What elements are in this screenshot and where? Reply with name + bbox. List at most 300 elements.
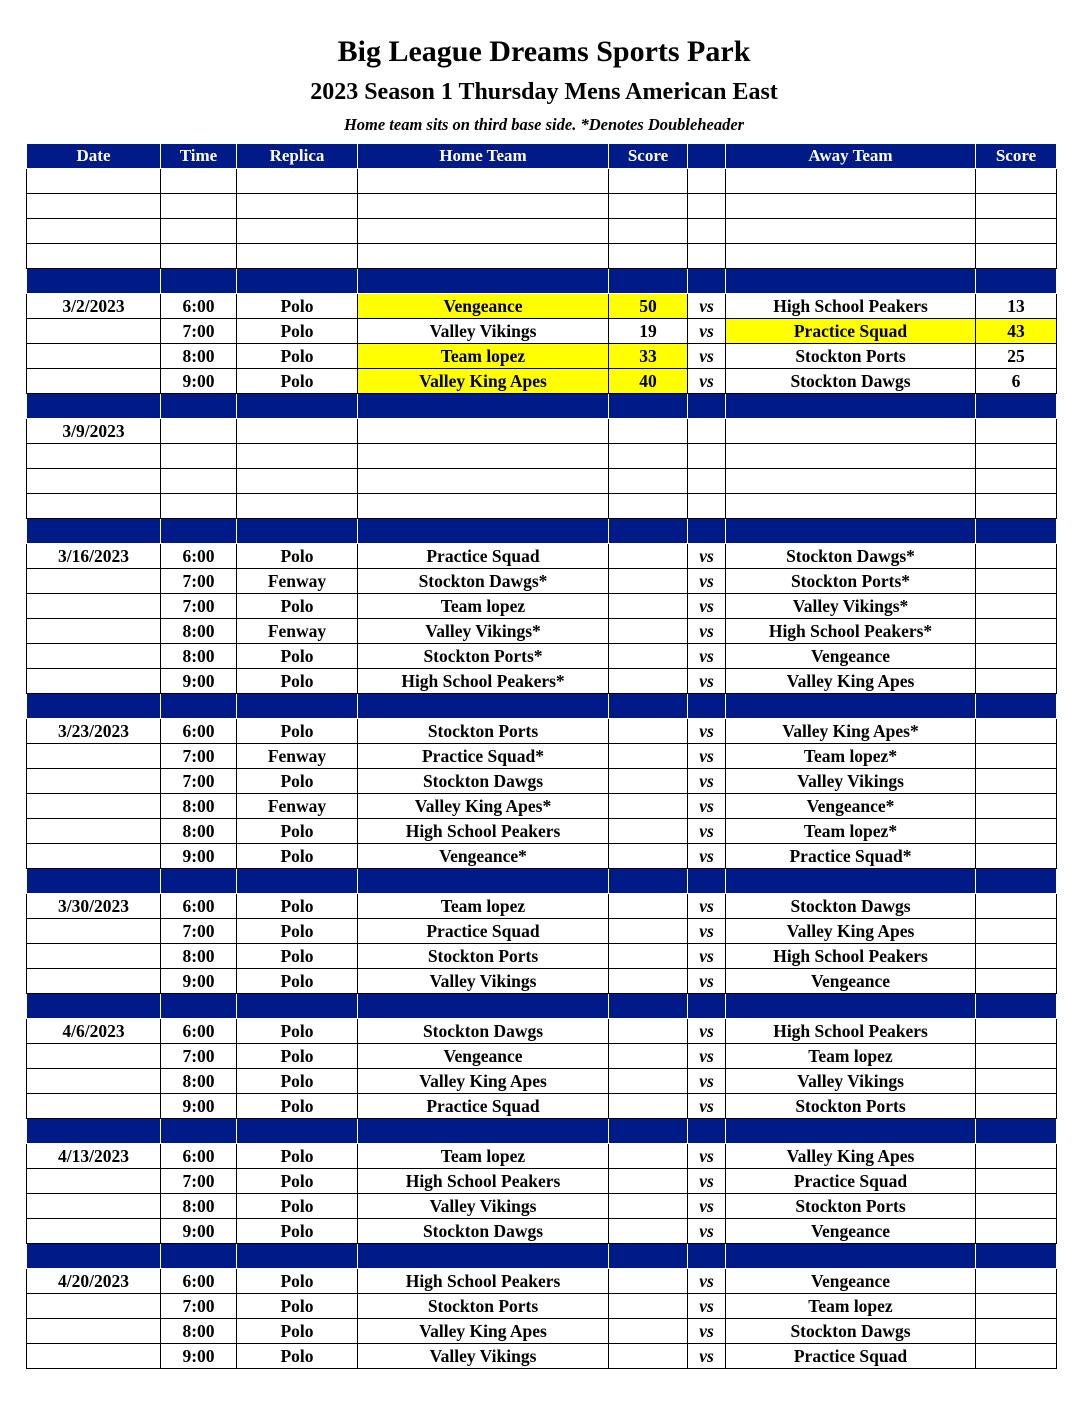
replica-cell: Polo bbox=[237, 919, 358, 944]
page-subtitle: 2023 Season 1 Thursday Mens American East bbox=[310, 79, 778, 105]
date-cell bbox=[27, 1294, 161, 1319]
away-team-cell: Vengeance bbox=[726, 969, 976, 994]
home-score-cell bbox=[609, 444, 688, 469]
table-row bbox=[27, 244, 1057, 269]
time-cell: 7:00 bbox=[161, 769, 237, 794]
date-cell: 4/6/2023 bbox=[27, 1019, 161, 1044]
date-cell bbox=[27, 1169, 161, 1194]
away-team-cell bbox=[726, 419, 976, 444]
vs-cell: vs bbox=[688, 844, 726, 869]
separator-cell bbox=[237, 994, 358, 1019]
table-row bbox=[27, 419, 1057, 444]
vs-cell: vs bbox=[688, 944, 726, 969]
away-score-cell: 43 bbox=[976, 319, 1057, 344]
away-team-cell: High School Peakers* bbox=[726, 619, 976, 644]
separator-cell bbox=[27, 1244, 161, 1269]
week-separator-row bbox=[27, 394, 1057, 419]
away-team-cell: Team lopez* bbox=[726, 819, 976, 844]
away-score-cell bbox=[976, 919, 1057, 944]
time-cell: 8:00 bbox=[161, 619, 237, 644]
time-cell bbox=[161, 494, 237, 519]
away-score-cell bbox=[976, 944, 1057, 969]
away-score-cell bbox=[976, 1044, 1057, 1069]
home-team-cell: Vengeance bbox=[358, 1044, 609, 1069]
home-score-cell bbox=[609, 619, 688, 644]
away-team-cell: Stockton Ports bbox=[726, 1194, 976, 1219]
time-cell: 7:00 bbox=[161, 569, 237, 594]
date-cell bbox=[27, 1044, 161, 1069]
away-score-cell bbox=[976, 1269, 1057, 1294]
date-cell bbox=[27, 1194, 161, 1219]
separator-cell bbox=[161, 1244, 237, 1269]
vs-cell: vs bbox=[688, 894, 726, 919]
replica-cell: Polo bbox=[237, 544, 358, 569]
away-score-cell bbox=[976, 1019, 1057, 1044]
home-team-cell: Vengeance bbox=[358, 294, 609, 319]
separator-cell bbox=[27, 994, 161, 1019]
replica-cell: Polo bbox=[237, 819, 358, 844]
away-score-cell bbox=[976, 644, 1057, 669]
away-team-cell: Team lopez* bbox=[726, 744, 976, 769]
home-team-cell: Stockton Dawgs bbox=[358, 1219, 609, 1244]
home-score-cell bbox=[609, 894, 688, 919]
week-separator-row bbox=[27, 994, 1057, 1019]
away-score-cell bbox=[976, 1169, 1057, 1194]
separator-cell bbox=[688, 394, 726, 419]
away-score-cell bbox=[976, 819, 1057, 844]
vs-cell: vs bbox=[688, 794, 726, 819]
away-team-cell bbox=[726, 219, 976, 244]
separator-cell bbox=[27, 869, 161, 894]
date-cell: 3/30/2023 bbox=[27, 894, 161, 919]
separator-cell bbox=[976, 994, 1057, 1019]
home-score-cell bbox=[609, 544, 688, 569]
away-team-cell: Practice Squad bbox=[726, 319, 976, 344]
time-cell: 6:00 bbox=[161, 1144, 237, 1169]
home-score-cell bbox=[609, 494, 688, 519]
away-score-cell bbox=[976, 194, 1057, 219]
replica-cell: Polo bbox=[237, 769, 358, 794]
table-row bbox=[27, 1319, 1057, 1344]
home-team-cell: High School Peakers bbox=[358, 819, 609, 844]
home-team-cell: Valley King Apes bbox=[358, 1319, 609, 1344]
home-team-cell: Practice Squad* bbox=[358, 744, 609, 769]
separator-cell bbox=[976, 519, 1057, 544]
separator-cell bbox=[161, 394, 237, 419]
home-score-cell: 19 bbox=[609, 319, 688, 344]
separator-cell bbox=[688, 994, 726, 1019]
separator-cell bbox=[609, 1244, 688, 1269]
date-cell bbox=[27, 344, 161, 369]
home-team-cell: Team lopez bbox=[358, 1144, 609, 1169]
home-team-cell: Team lopez bbox=[358, 594, 609, 619]
replica-cell: Polo bbox=[237, 1069, 358, 1094]
time-cell bbox=[161, 194, 237, 219]
home-team-cell: Valley Vikings bbox=[358, 1194, 609, 1219]
home-score-cell bbox=[609, 794, 688, 819]
table-row bbox=[27, 344, 1057, 369]
replica-cell bbox=[237, 419, 358, 444]
date-cell bbox=[27, 794, 161, 819]
separator-cell bbox=[27, 694, 161, 719]
vs-cell: vs bbox=[688, 319, 726, 344]
away-score-cell bbox=[976, 469, 1057, 494]
away-team-cell: Practice Squad* bbox=[726, 844, 976, 869]
replica-cell: Polo bbox=[237, 1269, 358, 1294]
home-team-cell: Practice Squad bbox=[358, 1094, 609, 1119]
away-team-cell: Practice Squad bbox=[726, 1344, 976, 1369]
replica-cell: Polo bbox=[237, 1219, 358, 1244]
away-team-cell: Stockton Dawgs bbox=[726, 894, 976, 919]
time-cell: 6:00 bbox=[161, 294, 237, 319]
home-team-cell: Valley Vikings* bbox=[358, 619, 609, 644]
vs-cell bbox=[688, 469, 726, 494]
header-away-score: Score bbox=[976, 144, 1057, 169]
away-team-cell: Valley Vikings bbox=[726, 1069, 976, 1094]
home-score-cell bbox=[609, 1044, 688, 1069]
date-cell: 3/16/2023 bbox=[27, 544, 161, 569]
away-team-cell: Valley King Apes bbox=[726, 1144, 976, 1169]
separator-cell bbox=[688, 694, 726, 719]
doubleheader-note: Home team sits on third base side. *Denotes Doubleheader bbox=[343, 115, 745, 134]
table-row bbox=[27, 219, 1057, 244]
schedule-table bbox=[26, 143, 1057, 1369]
away-team-cell: Stockton Dawgs* bbox=[726, 544, 976, 569]
date-cell bbox=[27, 919, 161, 944]
home-team-cell: Team lopez bbox=[358, 894, 609, 919]
week-separator-row bbox=[27, 869, 1057, 894]
home-team-cell: Practice Squad bbox=[358, 544, 609, 569]
away-score-cell bbox=[976, 794, 1057, 819]
time-cell: 8:00 bbox=[161, 944, 237, 969]
separator-cell bbox=[358, 519, 609, 544]
date-cell bbox=[27, 194, 161, 219]
home-score-cell bbox=[609, 1019, 688, 1044]
away-team-cell: Stockton Ports bbox=[726, 1094, 976, 1119]
away-team-cell: High School Peakers bbox=[726, 294, 976, 319]
separator-cell bbox=[161, 519, 237, 544]
vs-cell: vs bbox=[688, 1169, 726, 1194]
vs-cell: vs bbox=[688, 969, 726, 994]
time-cell: 9:00 bbox=[161, 369, 237, 394]
time-cell: 8:00 bbox=[161, 1319, 237, 1344]
date-cell bbox=[27, 969, 161, 994]
time-cell: 8:00 bbox=[161, 1069, 237, 1094]
time-cell: 7:00 bbox=[161, 319, 237, 344]
table-row bbox=[27, 1019, 1057, 1044]
replica-cell: Polo bbox=[237, 319, 358, 344]
time-cell: 8:00 bbox=[161, 644, 237, 669]
table-row bbox=[27, 569, 1057, 594]
date-cell bbox=[27, 1319, 161, 1344]
home-score-cell bbox=[609, 1219, 688, 1244]
time-cell: 7:00 bbox=[161, 594, 237, 619]
away-team-cell: Stockton Ports* bbox=[726, 569, 976, 594]
home-score-cell bbox=[609, 1269, 688, 1294]
table-row bbox=[27, 819, 1057, 844]
vs-cell: vs bbox=[688, 1044, 726, 1069]
separator-cell bbox=[976, 394, 1057, 419]
header-home-team: Home Team bbox=[358, 144, 609, 169]
away-score-cell bbox=[976, 719, 1057, 744]
replica-cell bbox=[237, 194, 358, 219]
date-cell bbox=[27, 1344, 161, 1369]
separator-cell bbox=[976, 694, 1057, 719]
date-cell: 4/20/2023 bbox=[27, 1269, 161, 1294]
away-score-cell bbox=[976, 594, 1057, 619]
away-score-cell bbox=[976, 1069, 1057, 1094]
home-score-cell bbox=[609, 244, 688, 269]
table-row bbox=[27, 544, 1057, 569]
date-cell bbox=[27, 819, 161, 844]
separator-cell bbox=[976, 269, 1057, 294]
table-row bbox=[27, 494, 1057, 519]
replica-cell: Fenway bbox=[237, 569, 358, 594]
table-row bbox=[27, 294, 1057, 319]
home-score-cell bbox=[609, 969, 688, 994]
table-row bbox=[27, 1294, 1057, 1319]
time-cell: 8:00 bbox=[161, 819, 237, 844]
away-team-cell: Valley King Apes* bbox=[726, 719, 976, 744]
home-team-cell: Team lopez bbox=[358, 344, 609, 369]
table-row bbox=[27, 169, 1057, 194]
home-team-cell: Stockton Dawgs bbox=[358, 1019, 609, 1044]
vs-cell: vs bbox=[688, 1069, 726, 1094]
home-team-cell bbox=[358, 444, 609, 469]
vs-cell: vs bbox=[688, 644, 726, 669]
vs-cell: vs bbox=[688, 1194, 726, 1219]
week-separator-row bbox=[27, 269, 1057, 294]
separator-cell bbox=[358, 1119, 609, 1144]
home-score-cell bbox=[609, 569, 688, 594]
replica-cell: Fenway bbox=[237, 744, 358, 769]
time-cell: 6:00 bbox=[161, 1019, 237, 1044]
header-time: Time bbox=[161, 144, 237, 169]
separator-cell bbox=[609, 269, 688, 294]
home-score-cell bbox=[609, 644, 688, 669]
away-score-cell bbox=[976, 444, 1057, 469]
time-cell: 7:00 bbox=[161, 919, 237, 944]
table-row bbox=[27, 1194, 1057, 1219]
replica-cell: Polo bbox=[237, 669, 358, 694]
home-score-cell bbox=[609, 469, 688, 494]
vs-cell: vs bbox=[688, 369, 726, 394]
vs-cell: vs bbox=[688, 294, 726, 319]
replica-cell bbox=[237, 169, 358, 194]
time-cell: 9:00 bbox=[161, 1344, 237, 1369]
table-row bbox=[27, 594, 1057, 619]
week-separator-row bbox=[27, 694, 1057, 719]
separator-cell bbox=[609, 694, 688, 719]
time-cell: 7:00 bbox=[161, 744, 237, 769]
separator-cell bbox=[358, 694, 609, 719]
table-row bbox=[27, 319, 1057, 344]
time-cell bbox=[161, 444, 237, 469]
away-score-cell bbox=[976, 1094, 1057, 1119]
separator-cell bbox=[688, 269, 726, 294]
separator-cell bbox=[609, 1119, 688, 1144]
away-score-cell bbox=[976, 969, 1057, 994]
separator-cell bbox=[237, 694, 358, 719]
away-team-cell: Stockton Dawgs bbox=[726, 369, 976, 394]
away-team-cell: Valley Vikings bbox=[726, 769, 976, 794]
replica-cell: Polo bbox=[237, 594, 358, 619]
home-team-cell: Vengeance* bbox=[358, 844, 609, 869]
date-cell bbox=[27, 569, 161, 594]
date-cell bbox=[27, 1069, 161, 1094]
away-score-cell: 25 bbox=[976, 344, 1057, 369]
table-row bbox=[27, 744, 1057, 769]
home-score-cell bbox=[609, 594, 688, 619]
away-team-cell: Team lopez bbox=[726, 1294, 976, 1319]
table-row bbox=[27, 969, 1057, 994]
home-team-cell: Practice Squad bbox=[358, 919, 609, 944]
separator-cell bbox=[237, 1244, 358, 1269]
time-cell: 6:00 bbox=[161, 544, 237, 569]
away-team-cell: Vengeance bbox=[726, 1269, 976, 1294]
date-cell bbox=[27, 369, 161, 394]
time-cell: 8:00 bbox=[161, 1194, 237, 1219]
table-row bbox=[27, 1269, 1057, 1294]
away-team-cell: Practice Squad bbox=[726, 1169, 976, 1194]
separator-cell bbox=[27, 394, 161, 419]
table-row bbox=[27, 194, 1057, 219]
table-row bbox=[27, 844, 1057, 869]
vs-cell bbox=[688, 219, 726, 244]
header-date: Date bbox=[27, 144, 161, 169]
replica-cell bbox=[237, 219, 358, 244]
away-score-cell bbox=[976, 219, 1057, 244]
time-cell: 9:00 bbox=[161, 969, 237, 994]
time-cell: 8:00 bbox=[161, 794, 237, 819]
date-cell: 3/23/2023 bbox=[27, 719, 161, 744]
separator-cell bbox=[726, 869, 976, 894]
separator-cell bbox=[688, 869, 726, 894]
vs-cell: vs bbox=[688, 919, 726, 944]
week-separator-row bbox=[27, 519, 1057, 544]
vs-cell: vs bbox=[688, 1344, 726, 1369]
away-score-cell: 6 bbox=[976, 369, 1057, 394]
home-team-cell: Valley Vikings bbox=[358, 1344, 609, 1369]
separator-cell bbox=[726, 694, 976, 719]
replica-cell: Polo bbox=[237, 1194, 358, 1219]
time-cell bbox=[161, 469, 237, 494]
away-team-cell: Vengeance* bbox=[726, 794, 976, 819]
home-score-cell bbox=[609, 819, 688, 844]
week-separator-row bbox=[27, 1244, 1057, 1269]
date-cell bbox=[27, 169, 161, 194]
date-cell bbox=[27, 769, 161, 794]
vs-cell: vs bbox=[688, 1294, 726, 1319]
away-team-cell: Valley King Apes bbox=[726, 919, 976, 944]
vs-cell bbox=[688, 419, 726, 444]
home-score-cell bbox=[609, 1069, 688, 1094]
time-cell: 7:00 bbox=[161, 1169, 237, 1194]
home-team-cell bbox=[358, 244, 609, 269]
vs-cell: vs bbox=[688, 569, 726, 594]
away-team-cell bbox=[726, 469, 976, 494]
replica-cell: Polo bbox=[237, 344, 358, 369]
table-row bbox=[27, 944, 1057, 969]
away-score-cell bbox=[976, 419, 1057, 444]
vs-cell: vs bbox=[688, 1019, 726, 1044]
away-score-cell bbox=[976, 619, 1057, 644]
table-row bbox=[27, 1219, 1057, 1244]
away-score-cell bbox=[976, 1219, 1057, 1244]
week-separator-row bbox=[27, 1119, 1057, 1144]
vs-cell: vs bbox=[688, 1269, 726, 1294]
time-cell: 8:00 bbox=[161, 344, 237, 369]
date-cell bbox=[27, 444, 161, 469]
vs-cell bbox=[688, 444, 726, 469]
separator-cell bbox=[726, 269, 976, 294]
replica-cell: Polo bbox=[237, 1144, 358, 1169]
time-cell: 6:00 bbox=[161, 1269, 237, 1294]
time-cell: 9:00 bbox=[161, 1094, 237, 1119]
separator-cell bbox=[27, 269, 161, 294]
away-score-cell bbox=[976, 169, 1057, 194]
separator-cell bbox=[358, 394, 609, 419]
time-cell: 9:00 bbox=[161, 1219, 237, 1244]
away-score-cell bbox=[976, 894, 1057, 919]
away-score-cell bbox=[976, 769, 1057, 794]
vs-cell bbox=[688, 169, 726, 194]
table-row bbox=[27, 369, 1057, 394]
replica-cell: Polo bbox=[237, 969, 358, 994]
away-team-cell: Team lopez bbox=[726, 1044, 976, 1069]
table-row bbox=[27, 644, 1057, 669]
separator-cell bbox=[237, 269, 358, 294]
vs-cell: vs bbox=[688, 769, 726, 794]
replica-cell: Fenway bbox=[237, 794, 358, 819]
separator-cell bbox=[358, 1244, 609, 1269]
home-score-cell bbox=[609, 1319, 688, 1344]
replica-cell: Polo bbox=[237, 1094, 358, 1119]
table-row bbox=[27, 719, 1057, 744]
home-score-cell: 40 bbox=[609, 369, 688, 394]
table-row bbox=[27, 1144, 1057, 1169]
replica-cell: Polo bbox=[237, 1044, 358, 1069]
replica-cell: Polo bbox=[237, 369, 358, 394]
time-cell: 9:00 bbox=[161, 669, 237, 694]
away-team-cell: High School Peakers bbox=[726, 944, 976, 969]
away-score-cell bbox=[976, 844, 1057, 869]
date-cell bbox=[27, 469, 161, 494]
home-team-cell bbox=[358, 219, 609, 244]
home-score-cell bbox=[609, 194, 688, 219]
table-row bbox=[27, 1169, 1057, 1194]
home-team-cell: Stockton Dawgs* bbox=[358, 569, 609, 594]
replica-cell bbox=[237, 469, 358, 494]
separator-cell bbox=[237, 519, 358, 544]
away-team-cell: Valley King Apes bbox=[726, 669, 976, 694]
away-team-cell bbox=[726, 494, 976, 519]
separator-cell bbox=[237, 1119, 358, 1144]
date-cell bbox=[27, 669, 161, 694]
date-cell bbox=[27, 744, 161, 769]
time-cell: 6:00 bbox=[161, 719, 237, 744]
date-cell bbox=[27, 844, 161, 869]
home-team-cell bbox=[358, 419, 609, 444]
page-title: Big League Dreams Sports Park bbox=[337, 35, 751, 68]
away-team-cell bbox=[726, 244, 976, 269]
table-row bbox=[27, 1094, 1057, 1119]
table-row bbox=[27, 894, 1057, 919]
home-score-cell bbox=[609, 419, 688, 444]
replica-cell: Polo bbox=[237, 294, 358, 319]
away-score-cell bbox=[976, 1194, 1057, 1219]
separator-cell bbox=[609, 869, 688, 894]
